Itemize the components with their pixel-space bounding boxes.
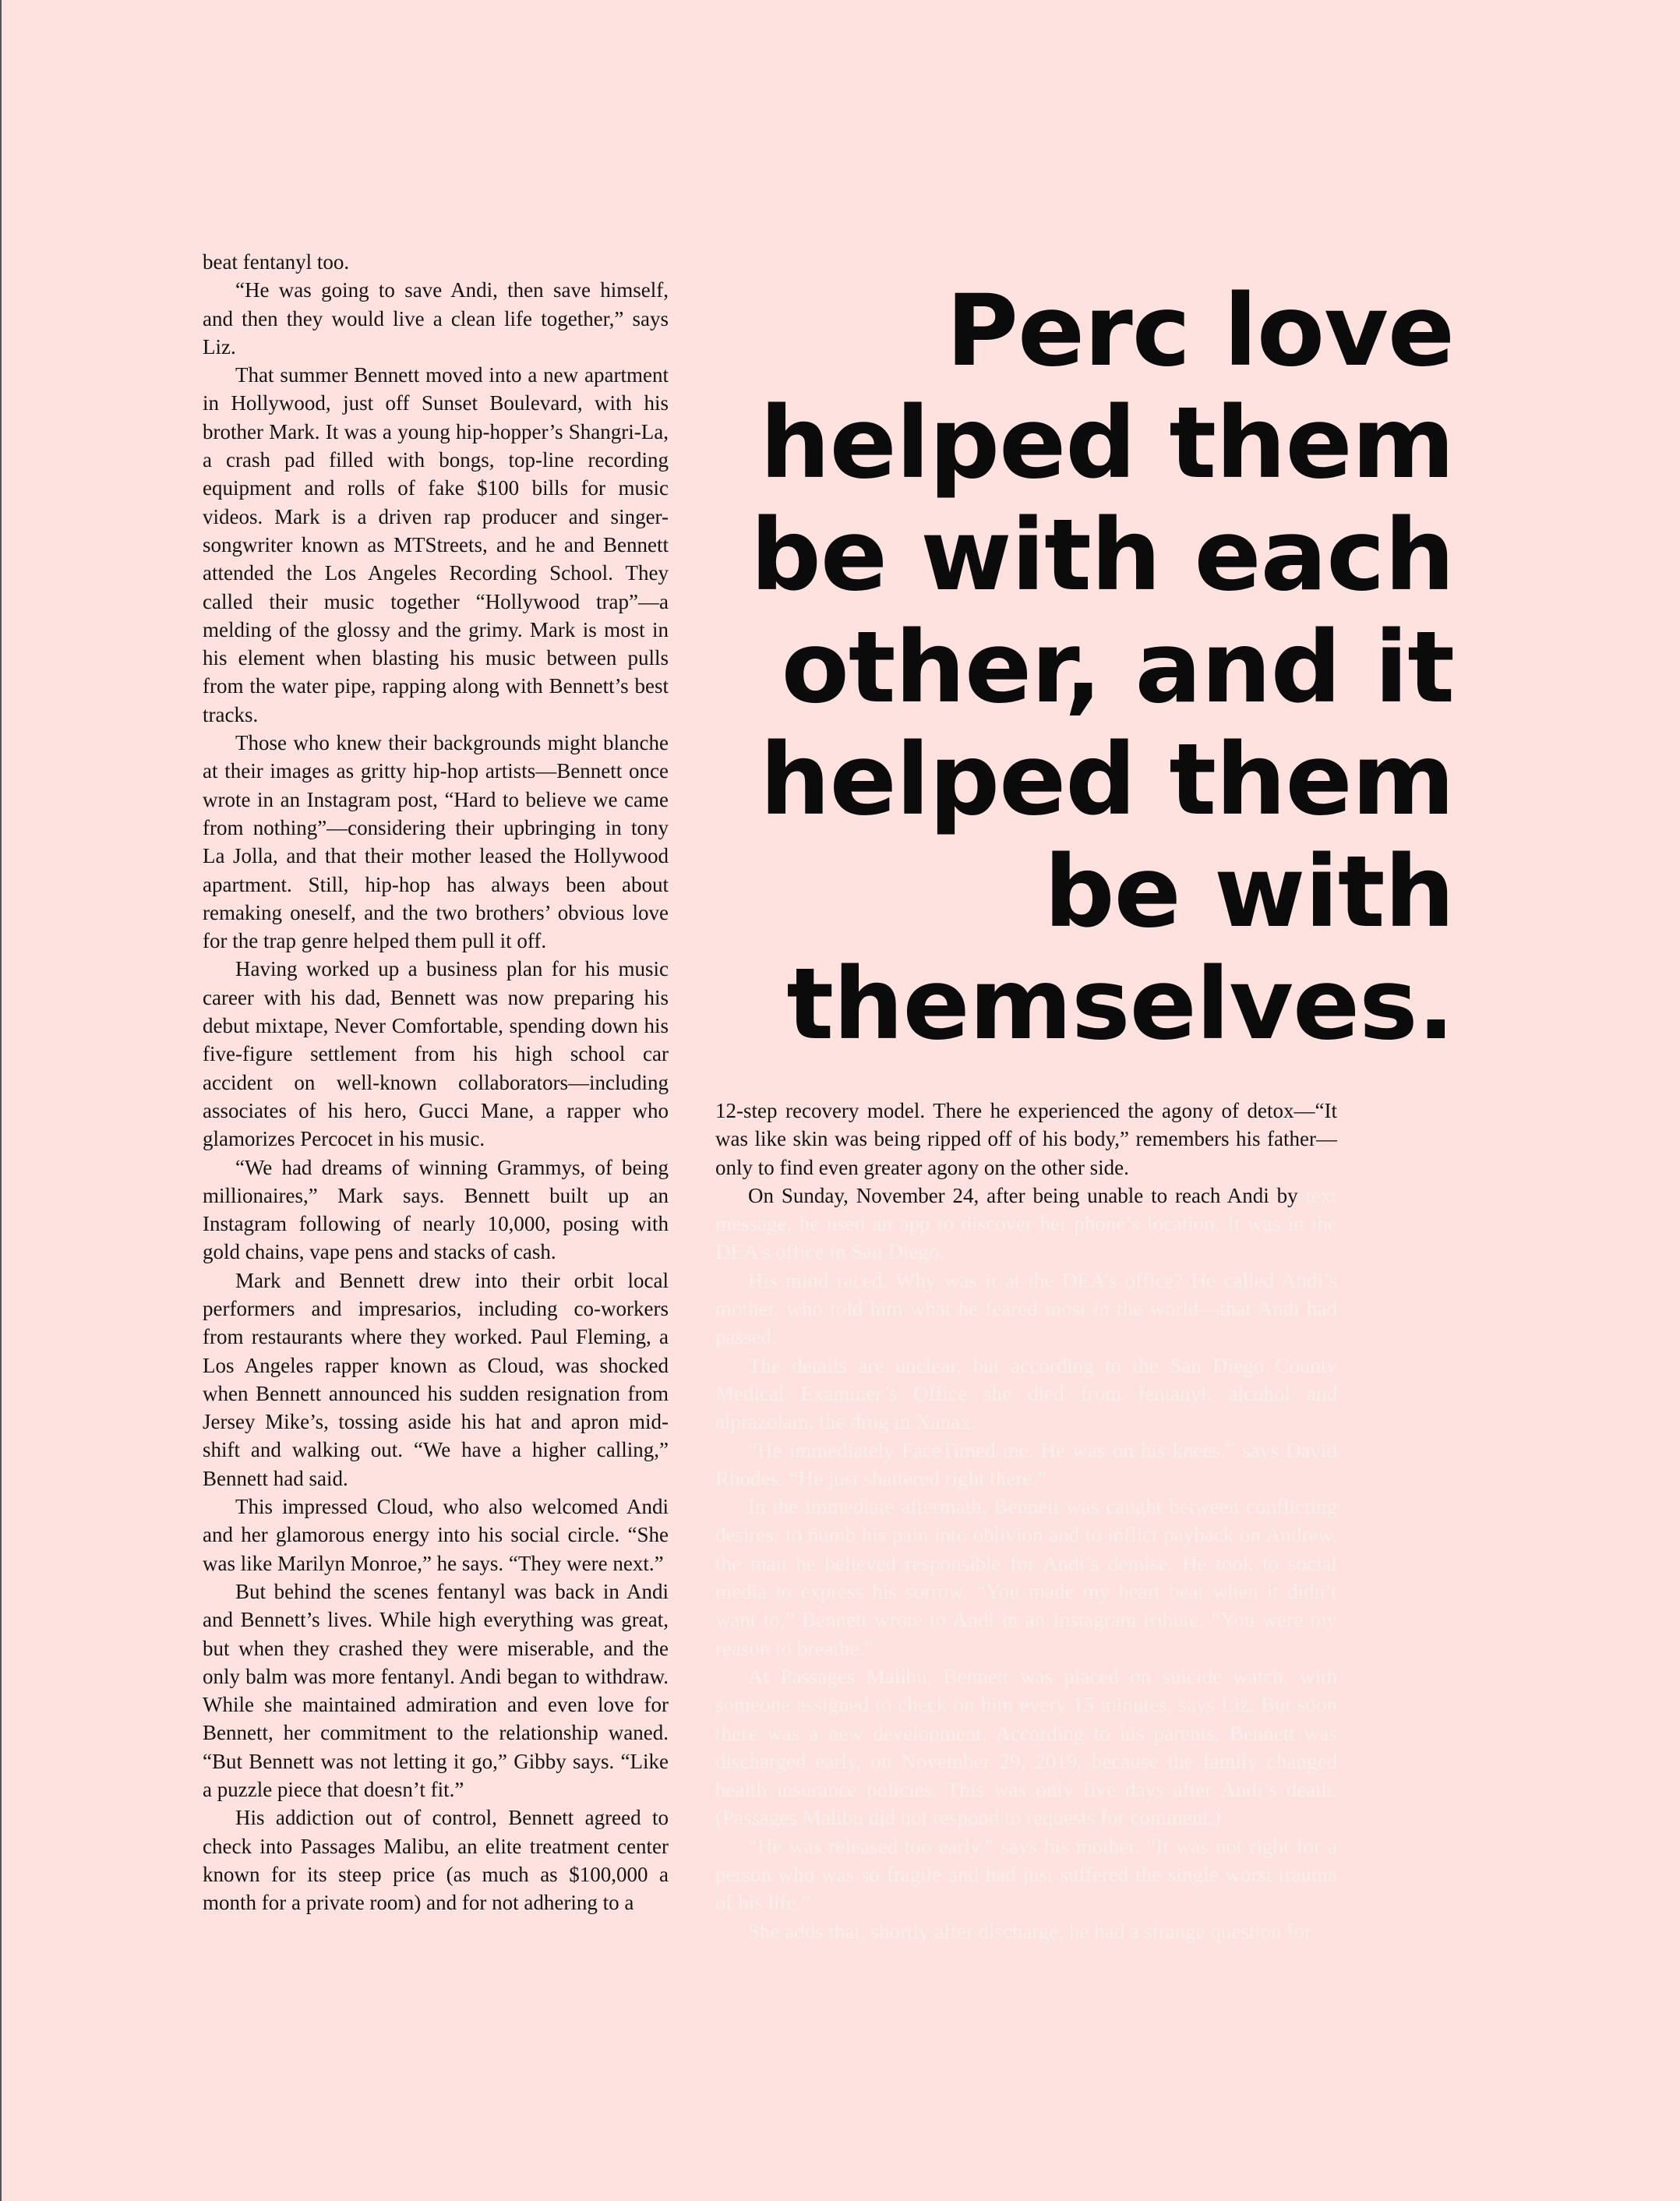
paragraph [715, 1182, 1337, 1267]
paragraph: Those who knew their backgrounds might blanche at their images as gritty hip-hop artists—Bennett once wrote in an Instagram post, “Hard to believe we came from nothing”—considering their upbringing in tony La Jolla, and that their mother leased the Hollywood apartment. Still, hip-hop has always been about remaking oneself, and the two brothers’ obvious love for the trap genre helped them pull it off. [203, 731, 669, 953]
paragraph: “We had dreams of winning Grammys, of being millionaires,” Mark says. Bennett built up an Instagram following of nearly 10,000, posing with gold chains, vape pens and stacks of cash. [203, 1155, 669, 1264]
faded-paragraph: She adds that, shortly after discharge, he had a strange question for [748, 1919, 1312, 1943]
paragraph: Mark and Bennett drew into their orbit local performers and impresarios, including co-workers from restaurants where they worked. Paul Fleming, a Los Angeles rapper known as Cloud, was shocked when Bennett announced his sudden resignation from Jersey Mike’s, tossing aside his hat and apron mid-shift and walking out. “We have a higher calling,” Bennett had said. [203, 1268, 669, 1490]
paragraph: beat fentanyl too. [203, 250, 350, 274]
page-edge-line [0, 0, 2, 2201]
faded-paragraph: “He was released too early,” says his mother. “It was not right for a person who was so fragile and had just suffered the single worst trauma of his life.” [715, 1834, 1337, 1915]
faded-paragraph: “He immediately FaceTimed me. He was on his knees,” says David Rhodes. “He just shattered right there.” [715, 1438, 1337, 1490]
left-column [203, 248, 669, 1917]
right-column [715, 1097, 1337, 1945]
paragraph: “He was going to save Andi, then save himself, and then they would live a clean life together,” says Liz. [203, 278, 669, 359]
faded-paragraph: At Passages Malibu, Bennett was placed on suicide watch, with someone assigned to check on him every 15 minutes, says Liz. But soon there was a new development. According to his parents, Bennett was discharged early, on November 29, 2019, because the family changed health insurance policies. This was only five days after Andi’s death. (Passages Malibu did not respond to requests for comment.) [715, 1664, 1337, 1830]
paragraph: Having worked up a business plan for his music career with his dad, Bennett was now preparing his debut mixtape, Never Comfortable, spending down his five-figure settlement from his high school car accident on well-known collaborators—including associates of his hero, Gucci Mane, a rapper who glamorizes Percocet in his music. [203, 957, 669, 1151]
paragraph: 12-step recovery model. There he experienced the agony of detox—“It was like skin was being ripped off of his body,” remembers his father—only to find even greater agony on the other side. [715, 1099, 1337, 1179]
faded-paragraph: The details are unclear, but according to the San Diego County Medical Examiner’s Office she died from fentanyl, alcohol and alprazolam, the drug in Xanax. [715, 1353, 1337, 1434]
faded-paragraph: In the immediate aftermath, Bennett was caught between conflicting desires: to numb his pain into oblivion and to inflict payback on Andrew, the man he believed responsible for Andi’s demise. He took to social media to express his sorrow. “You made my heart beat when it didn’t want to,” Bennett wrote to Andi in an Instagram tribute. “You were my reason to breathe.” [715, 1495, 1337, 1660]
paragraph: This impressed Cloud, who also welcomed Andi and her glamorous energy into his social circle. “She was like Marilyn Monroe,” he says. “They were next.” [203, 1495, 669, 1575]
paragraph-faded-text: text message, he used an app to discover her phone’s location. It was in the DEA’s office in San Diego. [715, 1183, 1337, 1264]
paragraph: His addiction out of control, Bennett agreed to check into Passages Malibu, an elite treatment center known for its steep price (as much as $100,000 a month for a private room) and for not adhering to a [203, 1806, 669, 1915]
pull-quote: Perc love helped them be with each other, and it helped them be with themselves. [750, 273, 1454, 1062]
paragraph: That summer Bennett moved into a new apartment in Hollywood, just off Sunset Boulevard, with his brother Mark. It was a young hip-hopper’s Shangri-La, a crash pad filled with bongs, top-line recording equipment and rolls of fake $100 bills for music videos. Mark is a driven rap producer and singer-songwriter known as MTStreets, and he and Bennett attended the Los Angeles Recording School. They called their music together “Hollywood trap”—a melding of the glossy and the grimy. Mark is most in his element when blasting his music between pulls from the water pipe, rapping along with Bennett’s best tracks. [203, 363, 669, 726]
paragraph: But behind the scenes fentanyl was back in Andi and Bennett’s lives. While high everything was great, but when they crashed they were miserable, and the only balm was more fentanyl. Andi began to withdraw. While she maintained admiration and even love for Bennett, her commitment to the relationship waned. “But Bennett was not letting it go,” Gibby says. “Like a puzzle piece that doesn’t fit.” [203, 1579, 669, 1802]
faded-paragraph: His mind raced. Why was it at the DEA’s office? He called Andi’s mother, who told him what he feared most in the world—that Andi had passed. [715, 1268, 1337, 1349]
paragraph-visible-text: On Sunday, November 24, after being unable to reach Andi by [748, 1183, 1298, 1207]
